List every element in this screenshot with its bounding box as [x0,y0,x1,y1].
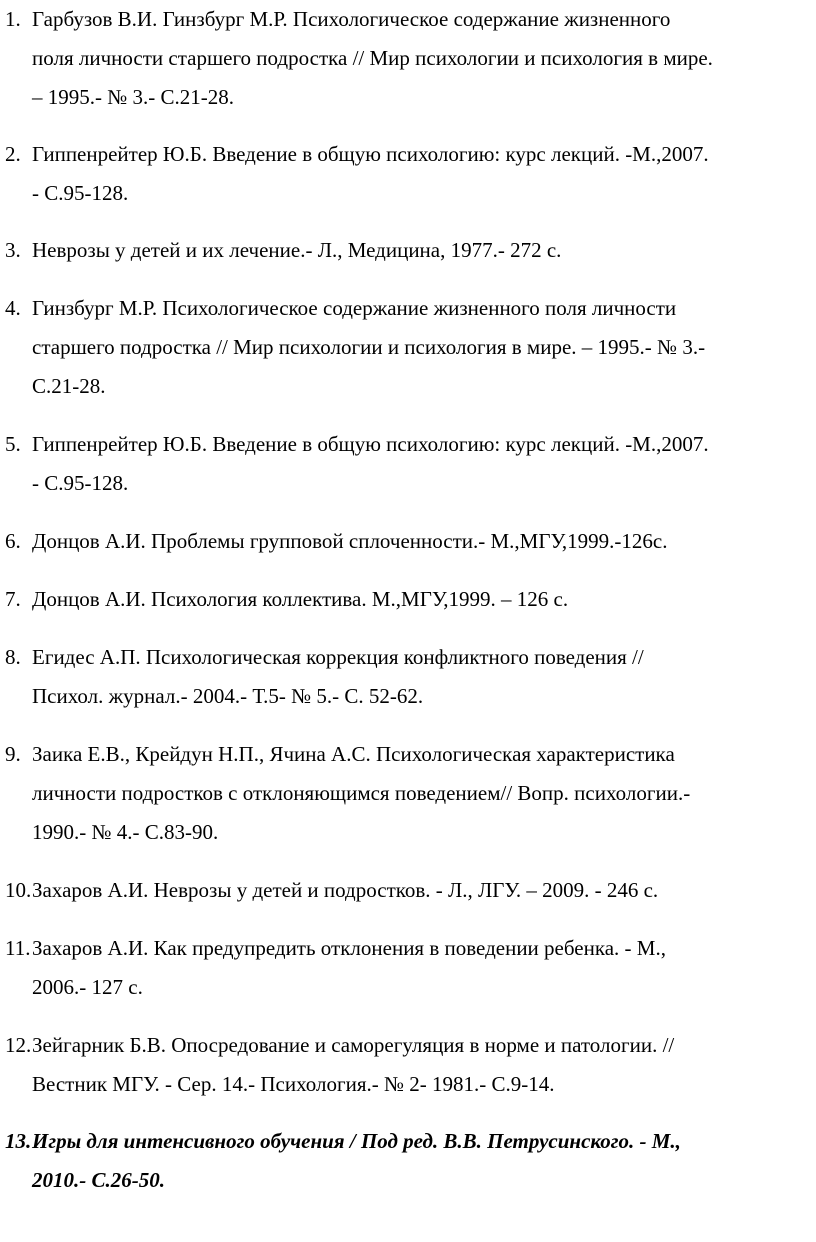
reference-number: 6. [5,529,21,553]
reference-line: С.21-28. [32,374,106,398]
reference-text [32,929,807,1007]
reference-number: 2. [5,142,21,166]
reference-line: поля личности старшего подростка // Мир психологии и психология в мире. [32,46,713,70]
reference-text [32,735,807,852]
reference-line: – 1995.- № 3.- С.21-28. [32,85,235,109]
reference-number: 11. [5,936,31,960]
reference-text [32,522,807,561]
reference-number: 8. [5,645,21,669]
reference-line: Захаров А.И. Неврозы у детей и подростков. - Л., ЛГУ. – 2009. - 246 с. [32,878,659,902]
reference-line: Вестник МГУ. - Сер. 14.- Психология.- № 2- 1981.- С.9-14. [32,1072,555,1096]
reference-line: 2006.- 127 с. [32,975,143,999]
reference-number: 3. [5,238,21,262]
reference-line: Гиппенрейтер Ю.Б. Введение в общую психологию: курс лекций. -М.,2007. [32,432,709,456]
reference-number: 5. [5,432,21,456]
reference-line: личности подростков с отклоняющимся поведением// Вопр. психологии.- [32,781,691,805]
reference-text [32,638,807,716]
reference-text [32,425,807,503]
reference-number: 10. [5,878,32,902]
reference-number: 1. [5,7,21,31]
reference-number: 9. [5,742,21,766]
reference-line: - С.95-128. [32,471,129,495]
reference-text [32,231,807,270]
reference-number: 12. [5,1033,32,1057]
reference-number: 7. [5,587,21,611]
reference-line: Психол. журнал.- 2004.- Т.5- № 5.- С. 52-62. [32,684,424,708]
reference-line: Заика Е.В., Крейдун Н.П., Ячина А.С. Психологическая характеристика [32,742,675,766]
reference-text [32,289,807,406]
reference-line: Донцов А.И. Проблемы групповой сплоченности.- М.,МГУ,1999.-126с. [32,529,668,553]
reference-line: Донцов А.И. Психология коллектива. М.,МГУ,1999. – 126 с. [32,587,569,611]
reference-line: Егидес А.П. Психологическая коррекция конфликтного поведения // [32,645,644,669]
reference-line: Гарбузов В.И. Гинзбург М.Р. Психологическое содержание жизненного [32,7,671,31]
reference-line: Захаров А.И. Как предупредить отклонения в поведении ребенка. - М., [32,936,666,960]
reference-text [32,580,807,619]
reference-line: 2010.- С.26-50. [32,1168,165,1192]
reference-line: - С.95-128. [32,181,129,205]
reference-text [32,135,807,213]
reference-text [32,0,807,117]
reference-line: Гиппенрейтер Ю.Б. Введение в общую психологию: курс лекций. -М.,2007. [32,142,709,166]
reference-line: Зейгарник Б.В. Опосредование и саморегуляция в норме и патологии. // [32,1033,675,1057]
reference-line: 1990.- № 4.- С.83-90. [32,820,219,844]
reference-text [32,871,807,910]
reference-line: Игры для интенсивного обучения / Под ред. В.В. Петрусинского. - М., [32,1129,681,1153]
reference-number: 13. [5,1129,32,1153]
reference-text [32,1122,807,1200]
reference-text [32,1026,807,1104]
reference-line: старшего подростка // Мир психологии и психология в мире. – 1995.- № 3.- [32,335,706,359]
reference-number: 4. [5,296,21,320]
reference-line: Гинзбург М.Р. Психологическое содержание жизненного поля личности [32,296,677,320]
reference-line: Неврозы у детей и их лечение.- Л., Медицина, 1977.- 272 с. [32,238,562,262]
